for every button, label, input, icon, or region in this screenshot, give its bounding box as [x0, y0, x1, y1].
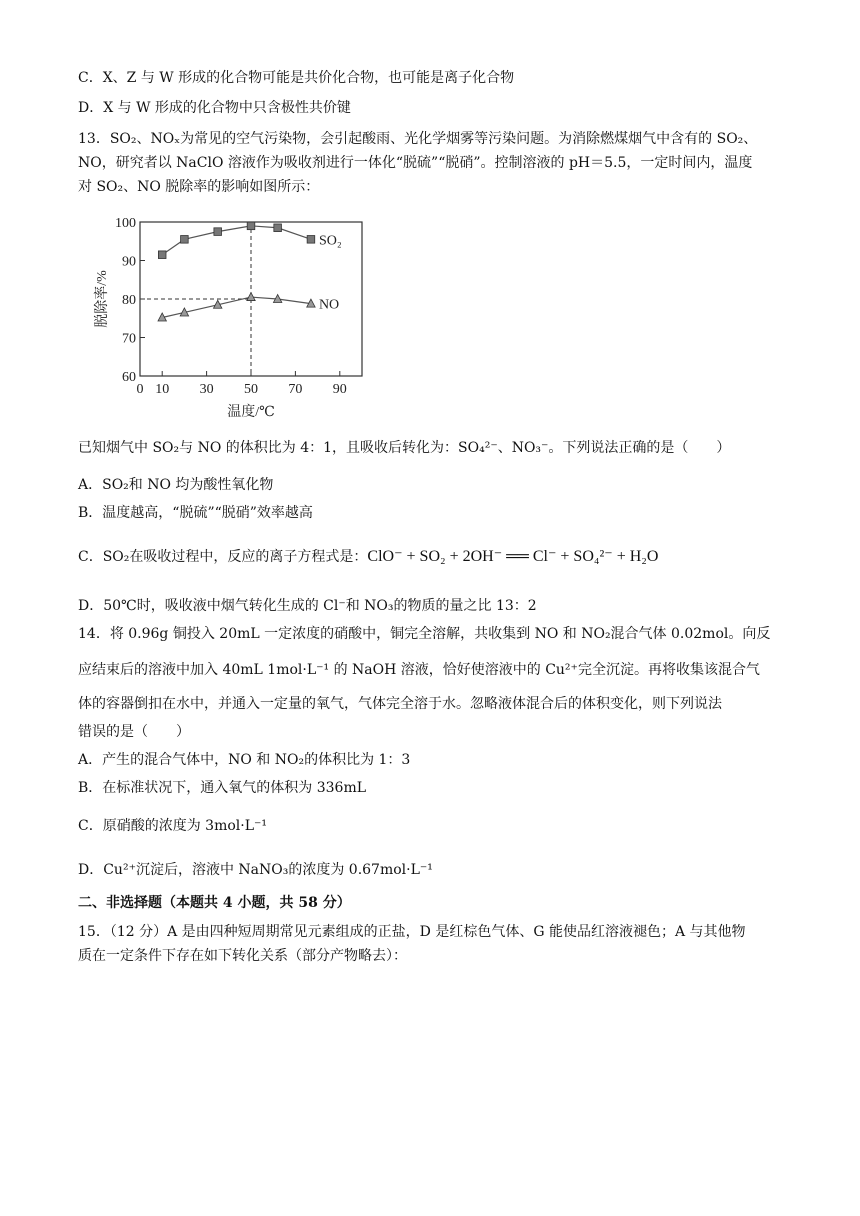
q15-stem-line2: 质在一定条件下存在如下转化关系（部分产物略去）： — [78, 948, 407, 964]
q13-stem-line2: NO，研究者以 NaClO 溶液作为吸收剂进行一体化“脱硫”“脱硝”。控制溶液的 pH＝5.5，一定时间内，温度 — [78, 155, 753, 171]
x-tick-label: 30 — [199, 382, 214, 397]
q13-option-c — [78, 547, 658, 567]
data-point-square — [247, 222, 255, 230]
q13-stem-line3: 对 SO₂、NO 脱除率的影响如图所示： — [78, 179, 320, 195]
x-tick-label: 90 — [332, 382, 347, 397]
x-tick-label: 10 — [155, 382, 170, 397]
data-point-square — [158, 251, 166, 259]
q13-stem-line1: 13．SO₂、NOₓ为常见的空气污染物，会引起酸雨、光化学烟雾等污染问题。为消除燃煤烟气中含有的 SO₂、 — [78, 131, 758, 147]
q14-stem-line3: 体的容器倒扣在水中，并通入一定量的氧气，气体完全溶于水。忽略液体混合后的体积变化，则下列说法 — [78, 696, 722, 712]
x-tick-label: 70 — [288, 382, 303, 397]
data-point-triangle — [247, 293, 255, 301]
data-point-square — [307, 236, 315, 244]
q13-known-condition: 已知烟气中 SO₂与 NO 的体积比为 4：1，且吸收后转化为：SO₄²⁻、NO₃⁻。下列说法正确的是（ ） — [78, 440, 731, 456]
q14-option-d: D．Cu²⁺沉淀后，溶液中 NaNO₃的浓度为 0.67mol·L⁻¹ — [78, 862, 433, 878]
q14-stem-line1: 14．将 0.96g 铜投入 20mL 一定浓度的硝酸中，铜完全溶解，共收集到 NO 和 NO₂混合气体 0.02mol。向反 — [78, 626, 771, 642]
q13-option-c-text: C．SO₂在吸收过程中，反应的离子方程式是： — [78, 549, 368, 565]
data-point-square — [214, 228, 222, 236]
y-tick-label: 80 — [122, 293, 136, 308]
q13-option-b: B．温度越高，“脱硫”“脱硝”效率越高 — [78, 505, 313, 521]
x-tick-label: 50 — [244, 382, 258, 397]
data-point-square — [181, 236, 189, 244]
x-axis-title: 温度/℃ — [227, 405, 275, 420]
y-tick-label: 70 — [122, 331, 136, 347]
removal-rate-chart — [84, 212, 384, 422]
y-tick-label: 90 — [122, 254, 136, 270]
q12-option-d: D．X 与 W 形成的化合物中只含极性共价键 — [78, 100, 351, 116]
q15-stem-line1: 15．（12 分）A 是由四种短周期常见元素组成的正盐，D 是红棕色气体、G 能使品红溶液褪色；A 与其他物 — [78, 924, 746, 940]
q14-stem-line2: 应结束后的溶液中加入 40mL 1mol·L⁻¹ 的 NaOH 溶液，恰好使溶液中的 Cu²⁺完全沉淀。再将收集该混合气 — [78, 662, 760, 678]
q14-option-b: B．在标准状况下，通入氧气的体积为 336mL — [78, 780, 367, 796]
y-axis-title: 脱除率/% — [95, 270, 110, 328]
q14-option-c: C．原硝酸的浓度为 3mol·L⁻¹ — [78, 818, 267, 834]
q13-option-d: D．50℃时，吸收液中烟气转化生成的 Cl⁻和 NO₃的物质的量之比 13：2 — [78, 598, 537, 614]
q14-option-a: A．产生的混合气体中，NO 和 NO₂的体积比为 1：3 — [78, 752, 411, 768]
data-point-square — [274, 224, 282, 232]
q13-option-a: A．SO₂和 NO 均为酸性氧化物 — [78, 477, 274, 493]
y-tick-label: 60 — [122, 370, 136, 385]
series-label: NO — [318, 297, 340, 313]
y-tick-label: 100 — [115, 216, 136, 231]
q14-stem-line4: 错误的是（ ） — [78, 724, 190, 740]
q12-option-c: C．X、Z 与 W 形成的化合物可能是共价化合物，也可能是离子化合物 — [78, 70, 515, 86]
series-label: SO₂ — [318, 233, 342, 249]
q13-option-c-equation: ClO⁻ + SO₂ + 2OH⁻ ══ Cl⁻ + SO₄²⁻ + H₂O — [367, 548, 659, 565]
section-heading: 二、非选择题（本题共 4 小题，共 58 分） — [78, 895, 351, 911]
x-tick-label: 0 — [136, 382, 144, 397]
